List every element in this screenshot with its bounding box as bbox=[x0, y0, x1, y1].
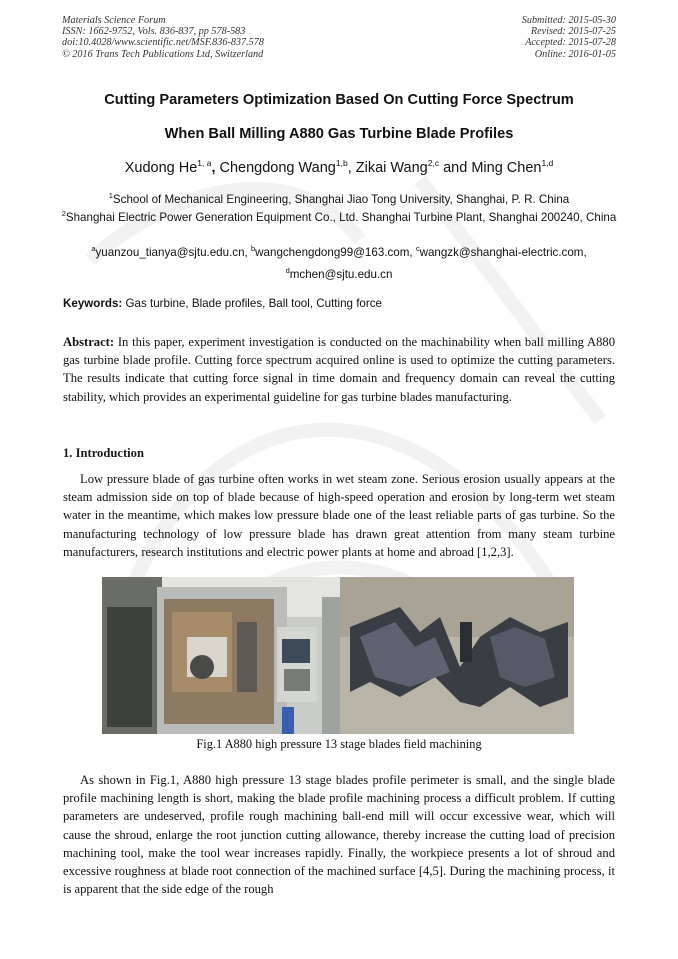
author-emails bbox=[40, 240, 638, 283]
keywords-text: Gas turbine, Blade profiles, Ball tool, Cutting force bbox=[122, 297, 382, 310]
affiliation-2 bbox=[40, 205, 638, 227]
keywords-label: Keywords: bbox=[63, 297, 123, 310]
figure-caption: Fig.1 A880 high pressure 13 stage blades field machining bbox=[196, 737, 482, 751]
affiliation-text: Shanghai Electric Power Generation Equipment Co., Ltd. Shanghai Turbine Plant, Shanghai 200240, China bbox=[65, 211, 617, 224]
author-affiliation-mark: 2,c bbox=[427, 158, 440, 168]
affiliation-mark: 1 bbox=[108, 191, 113, 200]
accepted-date: Accepted: 2015-07-28 bbox=[525, 37, 616, 49]
author-name: Ming Chen bbox=[471, 160, 542, 176]
online-date: Online: 2016-01-05 bbox=[534, 48, 616, 60]
machine-tool-photo bbox=[102, 577, 340, 734]
author-separator: , bbox=[347, 160, 356, 176]
copyright-line: © 2016 Trans Tech Publications Ltd, Switzerland bbox=[62, 48, 264, 60]
section-heading: 1. Introduction bbox=[63, 446, 144, 460]
author-affiliation-mark: 1,b bbox=[335, 158, 348, 168]
paper-title-line-2: When Ball Milling A880 Gas Turbine Blade Profiles bbox=[164, 126, 514, 142]
issn-line: ISSN: 1662-9752, Vols. 836-837, pp 578-583 bbox=[62, 26, 246, 38]
journal-info bbox=[62, 15, 264, 60]
journal-name: Materials Science Forum bbox=[62, 15, 166, 26]
affiliation-text: School of Mechanical Engineering, Shanghai Jiao Tong University, Shanghai, P. R. China bbox=[112, 193, 570, 206]
doi-line[interactable]: doi:10.4028/www.scientific.net/MSF.836-837.578 bbox=[62, 37, 264, 49]
paper-title-line-1: Cutting Parameters Optimization Based On Cutting Force Spectrum bbox=[104, 92, 574, 108]
figure-1 bbox=[102, 577, 574, 734]
intro-paragraph: Low pressure blade of gas turbine often works in wet steam zone. Serious erosion usually appears at the steam admission side on top of blade because of high-speed operation and erosion by long-term wet steam water in the meantime, which makes low pressure blade one of the least reliable parts of gas turbine. So the manufacturing technology of low pressure blade has drawn great attention from many steam turbine manufacturers, research institutions and electric power plants at home and abroad [1,2,3]. bbox=[63, 472, 615, 559]
email-link[interactable]: yuanzou_tianya@sjtu.edu.cn, bbox=[95, 246, 251, 259]
author-separator: and bbox=[439, 160, 472, 176]
email-link[interactable]: wangchengdong99@163.com, bbox=[255, 246, 416, 259]
email-mark: b bbox=[251, 244, 256, 253]
author-separator: , bbox=[211, 160, 220, 176]
affiliation-mark: 2 bbox=[61, 209, 66, 218]
abstract bbox=[63, 333, 615, 406]
author-name: Xudong He bbox=[124, 160, 198, 176]
abstract-label: Abstract: bbox=[63, 335, 115, 349]
email-mark: c bbox=[415, 244, 420, 253]
revised-date: Revised: 2015-07-25 bbox=[530, 26, 616, 38]
email-mark: d bbox=[285, 265, 290, 275]
email-mark: a bbox=[91, 244, 96, 253]
author-name: Chengdong Wang bbox=[219, 160, 336, 176]
submitted-date: Submitted: 2015-05-30 bbox=[521, 15, 616, 26]
email-link[interactable]: mchen@sjtu.edu.cn bbox=[289, 267, 393, 281]
publication-dates bbox=[522, 15, 616, 60]
author-list bbox=[40, 158, 638, 176]
abstract-text: In this paper, experiment investigation is conducted on the machinability when ball milling A880 gas turbine blade profile. Cutting force spectrum acquired online is used to optimize the cutting parameters. The results indicate that cutting force signal in time domain and frequency domain can reveal the cutting stability, which provides an experimental guideline for gas turbine blades manufacturing. bbox=[63, 335, 615, 404]
body-paragraph: As shown in Fig.1, A880 high pressure 13 stage blades profile perimeter is small, and the single blade profile machining length is short, making the blade profile machining process a difficult problem. If cutting parameters are undeserved, profile rough machining ball-end mill will occur excessive wear, which will cause the shroud, enlarge the root junction cutting allowance, thereby increase the cutting load of precision machining tool, make the tool wear increases rapidly. Finally, the workpiece presents a lot of shroud and excessive roughness at blade root connection of the machined surface [4,5]. During the machining process, it is apparent that the side edge of the rough bbox=[63, 773, 615, 897]
email-link[interactable]: wangzk@shanghai-electric.com, bbox=[419, 246, 587, 259]
author-affiliation-mark: 1,d bbox=[541, 158, 554, 168]
author-affiliation-mark: 1, a bbox=[197, 158, 212, 168]
blade-photo bbox=[340, 577, 574, 734]
keywords bbox=[63, 297, 615, 310]
author-name: Zikai Wang bbox=[355, 160, 428, 176]
